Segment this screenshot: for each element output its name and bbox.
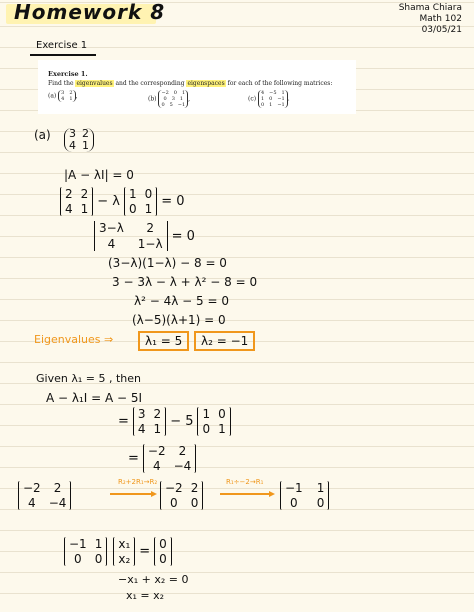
course-name: Math 102 <box>419 14 462 24</box>
a-minus-line: A − λ₁I = A − 5I <box>46 391 143 405</box>
cell: 2 <box>82 127 89 140</box>
matrix-row: 4 −5 1 <box>260 90 285 96</box>
system-coef <box>64 537 107 566</box>
cell: 1 <box>144 202 153 216</box>
det-equals: = 0 <box>171 228 195 244</box>
author-name: Shama Chiara <box>398 3 462 13</box>
row-eq <box>114 407 231 436</box>
page-title: Homework 8 <box>14 0 166 24</box>
exercise-label: Exercise 1 <box>36 40 88 51</box>
cell: 0 <box>202 422 211 436</box>
cell: −4 <box>48 496 67 510</box>
part-suffix: , <box>188 95 191 103</box>
cell: 0 <box>74 552 82 566</box>
part-suffix: . <box>287 95 290 103</box>
cell: 1 <box>153 422 162 436</box>
cell: 3−λ <box>99 221 124 235</box>
problem-matrix <box>158 90 191 108</box>
cell: 1−λ <box>137 237 163 251</box>
char-equation: |A − λI| = 0 <box>64 168 134 182</box>
cell: 1 <box>129 187 137 201</box>
step2-minus: − λ <box>97 194 120 209</box>
matrix-row: 0 5 −1 <box>161 102 186 108</box>
cell: 0 <box>159 537 167 551</box>
cell: 2 <box>65 187 73 201</box>
matrix-row: 1 0 −1 <box>260 96 285 102</box>
matrix-row: 4 1 <box>61 96 73 102</box>
cell: x₁ <box>118 537 131 551</box>
cell: 0 <box>94 552 103 566</box>
final-equation-1: −x₁ + x₂ = 0 <box>118 573 189 586</box>
cell: 2 <box>146 221 155 235</box>
header-info <box>399 3 462 36</box>
op2-label: R₁÷−2→R₁ <box>226 478 264 486</box>
part-label: (c) <box>248 95 258 103</box>
lambda2-box: λ₂ = −1 <box>194 331 255 351</box>
given-line: Given λ₁ = 5 , then <box>36 372 141 385</box>
problem-text <box>48 80 332 87</box>
problem-matrix <box>58 90 75 102</box>
cell: −2 <box>165 481 183 495</box>
problem-text-b: and the corresponding <box>115 80 185 87</box>
row-eq-m2 <box>197 407 230 436</box>
line-factored: (λ−5)(λ+1) = 0 <box>132 313 226 327</box>
cell: 0 <box>144 187 153 201</box>
cell: 0 <box>316 496 325 510</box>
line-distribute: 3 − 3λ − λ + λ² − 8 = 0 <box>112 275 258 289</box>
cell: −4 <box>173 459 192 473</box>
problem-heading: Exercise 1. <box>48 70 88 78</box>
system <box>64 537 172 566</box>
step2-matrix <box>60 187 93 216</box>
cell: 4 <box>65 202 73 216</box>
cell: 4 <box>107 237 116 251</box>
cell: 1 <box>94 537 103 551</box>
line-quadratic: λ² − 4λ − 5 = 0 <box>134 294 229 308</box>
cell: 0 <box>190 496 199 510</box>
cell: 4 <box>137 422 146 436</box>
reduce-m1-grid <box>18 481 71 510</box>
row-eq2 <box>124 444 196 473</box>
cell: 0 <box>159 552 167 566</box>
reduce-m1 <box>18 481 71 510</box>
part-suffix: , <box>75 92 78 100</box>
determinant <box>94 221 199 251</box>
cell: 0 <box>290 496 298 510</box>
reduce-m2-grid <box>160 481 203 510</box>
identity-matrix <box>124 187 157 216</box>
row-eq-equals: = <box>118 414 129 429</box>
part-label: (a) <box>48 92 59 100</box>
problem-part <box>148 90 190 110</box>
cell: 4 <box>152 459 161 473</box>
part-label: (a) <box>34 128 51 142</box>
problem-part <box>48 90 77 110</box>
cell: 0 <box>170 496 178 510</box>
system-zero <box>154 537 172 566</box>
cell: 2 <box>178 444 187 458</box>
matrix-row: −2 0 1 <box>161 90 186 96</box>
cell: 2 <box>80 187 89 201</box>
cell: 1 <box>82 139 89 152</box>
cell: 2 <box>190 481 199 495</box>
line-expand: (3−λ)(1−λ) − 8 = 0 <box>108 256 227 270</box>
op1-arrow-icon <box>151 491 157 497</box>
cell: −1 <box>69 537 87 551</box>
matrix-row: 0 3 1 <box>163 96 184 102</box>
problem-part <box>248 90 290 110</box>
matrix-row: 3 2 <box>61 90 73 96</box>
cell: 2 <box>153 407 162 421</box>
op2-arrow-icon <box>269 491 275 497</box>
step2-equals: = 0 <box>161 194 185 209</box>
eigenvalues-label: Eigenvalues ⇒ <box>34 333 114 346</box>
problem-matrix <box>258 90 288 108</box>
row-eq-minus: − 5 <box>170 414 194 429</box>
row-eq-m1 <box>133 407 166 436</box>
cell: 4 <box>69 139 76 152</box>
system-equals: = <box>139 544 151 559</box>
op1-label: R₂+2R₁→R₂ <box>118 478 158 486</box>
determinant-grid <box>94 221 168 251</box>
cell: 3 <box>69 127 76 140</box>
problem-matrices <box>48 90 348 110</box>
final-equation-2: x₁ = x₂ <box>126 589 165 602</box>
problem-text-a: Find the <box>48 80 74 87</box>
cell: 2 <box>53 481 62 495</box>
part-label: (b) <box>148 95 159 103</box>
date: 03/05/21 <box>421 25 462 35</box>
cell: 1 <box>316 481 325 495</box>
reduce-m3 <box>280 481 329 510</box>
op1-arrow-line <box>110 493 152 495</box>
reduce-m3-grid <box>280 481 329 510</box>
term-eigenvalues: eigenvalues <box>76 80 113 87</box>
cell: x₂ <box>118 552 131 566</box>
op2-arrow-line <box>220 493 270 495</box>
cell: 1 <box>218 422 226 436</box>
cell: 4 <box>28 496 36 510</box>
step2 <box>60 187 189 216</box>
exercise-underline <box>30 54 96 56</box>
matrix-a <box>64 128 94 152</box>
reduce-m2 <box>160 481 203 510</box>
cell: 0 <box>218 407 226 421</box>
cell: −2 <box>23 481 41 495</box>
cell: 3 <box>137 407 146 421</box>
system-vars <box>113 537 135 566</box>
matrix-row: 0 1 −1 <box>260 102 285 108</box>
cell: 0 <box>129 202 137 216</box>
row-eq2-matrix <box>143 444 196 473</box>
printed-problem <box>38 60 356 114</box>
problem-text-c: for each of the following matrices: <box>227 80 333 87</box>
row-eq2-equals: = <box>128 451 139 466</box>
matrix-a-grid <box>64 128 94 152</box>
cell: 1 <box>202 407 211 421</box>
cell: −1 <box>285 481 303 495</box>
lambda1-box: λ₁ = 5 <box>138 331 189 351</box>
term-eigenspaces: eigenspaces <box>187 80 225 87</box>
cell: −2 <box>147 444 166 458</box>
cell: 1 <box>80 202 89 216</box>
